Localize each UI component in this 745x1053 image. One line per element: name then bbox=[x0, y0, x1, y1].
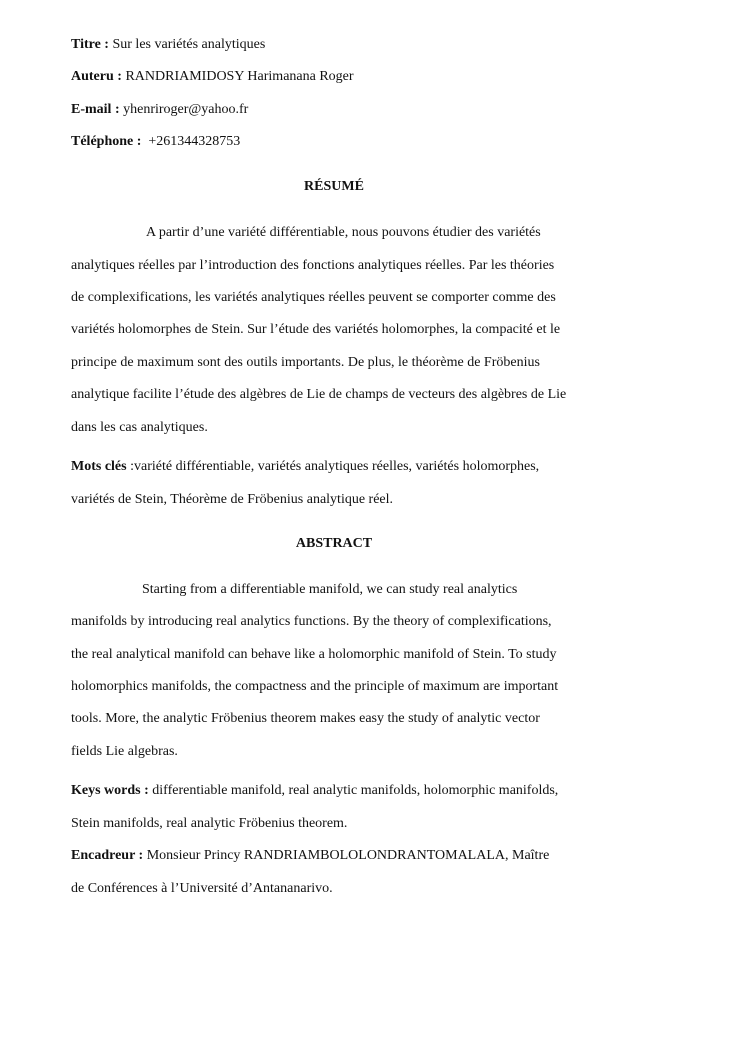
abstract-line: Starting from a differentiable manifold, we can study real analytics bbox=[142, 582, 518, 597]
author-value: RANDRIAMIDOSY Harimanana Roger bbox=[121, 69, 354, 84]
title-value: Sur les variétés analytiques bbox=[108, 37, 266, 52]
encadreur-line-2: de Conférences à l’Université d’Antananarivo. bbox=[71, 881, 333, 896]
resume-line: A partir d’une variété différentiable, nous pouvons étudier des variétés bbox=[146, 225, 541, 240]
mots-cles-value: :variété différentiable, variétés analytiques réelles, variétés holomorphes, bbox=[126, 459, 540, 474]
email-line bbox=[71, 101, 248, 119]
phone-line bbox=[71, 133, 240, 151]
keys-words-label: Keys words : bbox=[71, 783, 149, 798]
resume-line: de complexifications, les variétés analytiques réelles peuvent se comporter comme des bbox=[71, 290, 556, 305]
resume-heading: RÉSUMÉ bbox=[304, 179, 364, 194]
author-line bbox=[71, 68, 354, 86]
abstract-line: fields Lie algebras. bbox=[71, 744, 178, 759]
mots-cles-line bbox=[71, 458, 539, 476]
resume-line: analytiques réelles par l’introduction des fonctions analytiques réelles. Par les théories bbox=[71, 258, 555, 273]
abstract-line: manifolds by introducing real analytics functions. By the theory of complexifications, bbox=[71, 614, 552, 629]
author-label: Auteru : bbox=[71, 69, 122, 84]
title-line bbox=[71, 36, 265, 54]
resume-line: variétés holomorphes de Stein. Sur l’étude des variétés holomorphes, la compacité et le bbox=[71, 322, 561, 337]
resume-line: dans les cas analytiques. bbox=[71, 420, 208, 435]
encadreur-line bbox=[71, 847, 549, 865]
mots-cles-line-2: variétés de Stein, Théorème de Fröbenius analytique réel. bbox=[71, 492, 394, 507]
abstract-heading: ABSTRACT bbox=[295, 536, 373, 551]
phone-label: Téléphone : bbox=[71, 134, 142, 149]
mots-cles-label: Mots clés bbox=[71, 459, 127, 474]
resume-line: principe de maximum sont des outils importants. De plus, le théorème de Fröbenius bbox=[71, 355, 540, 370]
abstract-line: tools. More, the analytic Fröbenius theorem makes easy the study of analytic vector bbox=[71, 711, 540, 726]
email-value: yhenriroger@yahoo.fr bbox=[119, 102, 249, 117]
resume-line: analytique facilite l’étude des algèbres de Lie de champs de vecteurs des algèbres de Lie bbox=[71, 387, 567, 402]
encadreur-value: Monsieur Princy RANDRIAMBOLOLONDRANTOMALALA, Maître bbox=[143, 848, 550, 863]
keys-words-line-2: Stein manifolds, real analytic Fröbenius theorem. bbox=[71, 816, 348, 831]
keys-words-value: differentiable manifold, real analytic manifolds, holomorphic manifolds, bbox=[148, 783, 559, 798]
abstract-line: the real analytical manifold can behave like a holomorphic manifold of Stein. To study bbox=[71, 647, 557, 662]
keys-words-line bbox=[71, 782, 558, 800]
encadreur-label: Encadreur : bbox=[71, 848, 144, 863]
title-label: Titre : bbox=[71, 37, 109, 52]
phone-value: +261344328753 bbox=[141, 134, 241, 149]
email-label: E-mail : bbox=[71, 102, 120, 117]
abstract-line: holomorphics manifolds, the compactness and the principle of maximum are important bbox=[71, 679, 559, 694]
